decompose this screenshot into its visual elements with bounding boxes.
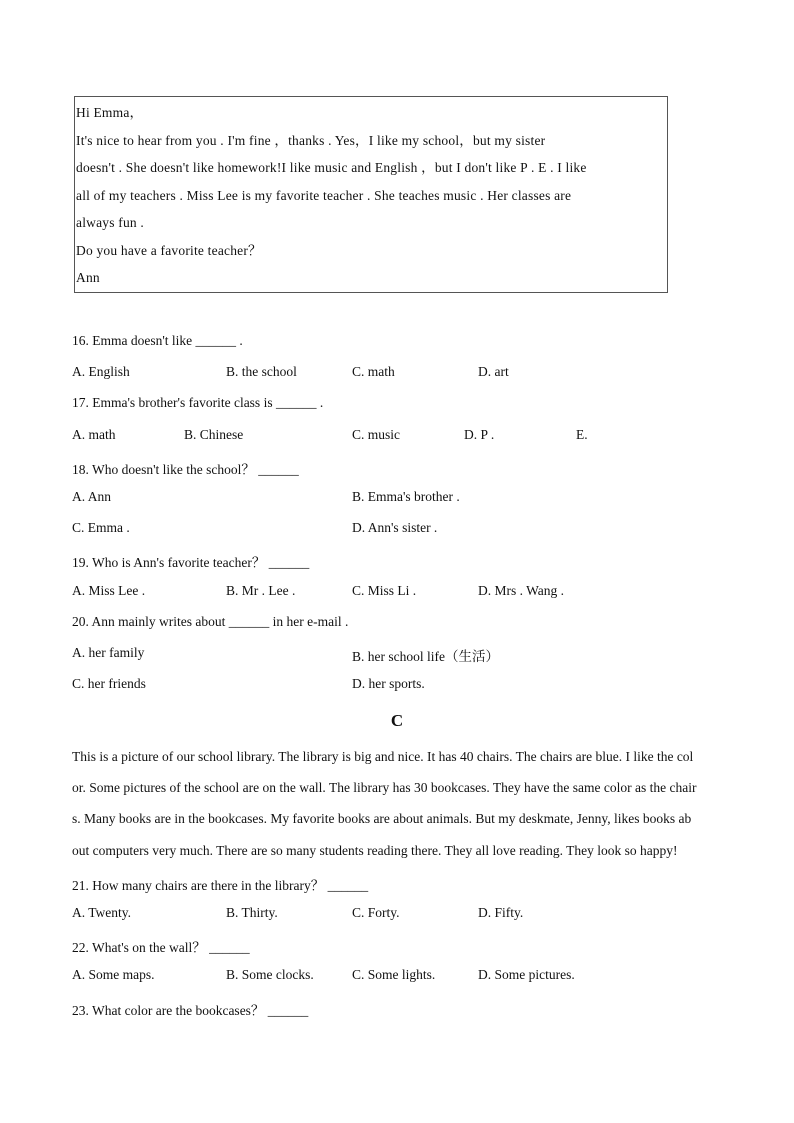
q19-option-b: B. Mr . Lee . — [226, 583, 296, 598]
question-16-stem: 16. Emma doesn't like ______ . — [72, 333, 243, 348]
letter-box — [74, 96, 668, 293]
question-17-stem: 17. Emma's brother's favorite class is ______ . — [72, 395, 324, 410]
letter-line: It's nice to hear from you . I'm fine ，thanks . Yes，I like my school，but my sister — [76, 132, 546, 148]
q21-option-a: A. Twenty. — [72, 905, 132, 920]
q17-option-e: E. — [576, 427, 588, 442]
letter-line: always fun . — [76, 215, 145, 230]
question-18-stem: 18. Who doesn't like the school？ ______ — [72, 462, 299, 477]
q19-option-d: D. Mrs . Wang . — [478, 583, 565, 598]
letter-line: doesn't . She doesn't like homework!I like music and English ，but I don't like P . E . I like — [76, 160, 587, 175]
q22-option-d: D. Some pictures. — [478, 967, 575, 982]
q19-option-c: C. Miss Li . — [352, 583, 417, 598]
q16-option-a: A. English — [72, 364, 130, 379]
q18-option-d: D. Ann's sister . — [352, 520, 438, 535]
q20-option-c: C. her friends — [72, 676, 146, 691]
q19-option-a: A. Miss Lee . — [72, 583, 146, 598]
question-20-stem: 20. Ann mainly writes about ______ in her e-mail . — [72, 614, 349, 629]
q21-option-b: B. Thirty. — [226, 905, 278, 920]
question-19-stem: 19. Who is Ann's favorite teacher？ ______ — [72, 555, 310, 570]
question-22-stem: 22. What's on the wall？ ______ — [72, 940, 250, 955]
q20-option-d: D. her sports. — [352, 676, 425, 691]
q22-option-b: B. Some clocks. — [226, 967, 314, 982]
question-23-stem: 23. What color are the bookcases？ ______ — [72, 1003, 309, 1018]
q22-option-c: C. Some lights. — [352, 967, 436, 982]
letter-greeting: Hi Emma， — [76, 105, 144, 120]
passage-line: This is a picture of our school library. The library is big and nice. It has 40 chairs. The chairs are blue. I like the col — [72, 749, 694, 764]
passage-line: or. Some pictures of the school are on the wall. The library has 30 bookcases. They have the same color as the chair — [72, 780, 697, 795]
q16-option-b: B. the school — [226, 364, 297, 379]
q21-option-d: D. Fifty. — [478, 905, 524, 920]
q17-option-a: A. math — [72, 427, 116, 442]
q21-option-c: C. Forty. — [352, 905, 400, 920]
q22-option-a: A. Some maps. — [72, 967, 155, 982]
letter-line: all of my teachers . Miss Lee is my favorite teacher . She teaches music . Her classes are — [76, 187, 572, 203]
q17-option-b: B. Chinese — [184, 427, 244, 442]
q16-option-c: C. math — [352, 364, 395, 379]
question-21-stem: 21. How many chairs are there in the library？ ______ — [72, 878, 369, 893]
passage-line: out computers very much. There are so many students reading there. They all love reading. They look so happy! — [72, 843, 678, 858]
q17-option-d: D. P . — [464, 427, 495, 442]
letter-line: Do you have a favorite teacher？ — [76, 242, 262, 258]
q16-option-d: D. art — [478, 364, 509, 379]
passage-line: s. Many books are in the bookcases. My favorite books are about animals. But my deskmate, Jenny, likes books ab — [72, 811, 692, 826]
q20-option-b: B. her school life（生活） — [352, 649, 499, 664]
q18-option-a: A. Ann — [72, 489, 112, 504]
q20-option-a: A. her family — [72, 645, 145, 660]
section-c-title: C — [390, 711, 404, 730]
q17-option-c: C. music — [352, 427, 401, 442]
letter-signature: Ann — [76, 270, 100, 285]
q18-option-c: C. Emma . — [72, 520, 130, 535]
q18-option-b: B. Emma's brother . — [352, 489, 460, 504]
